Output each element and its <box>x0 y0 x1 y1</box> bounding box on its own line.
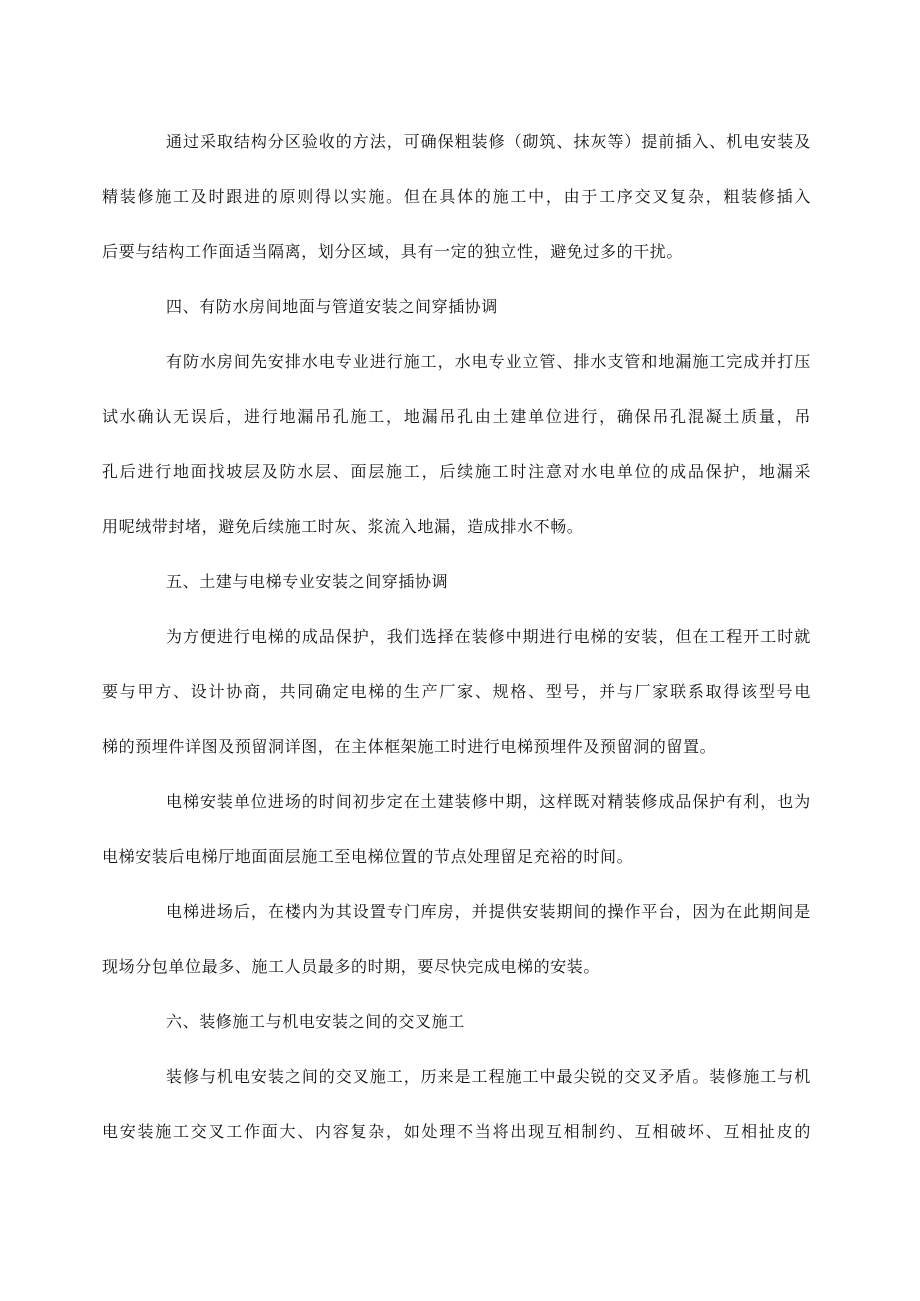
paragraph-3-line-3: 梯的预埋件详图及预留洞详图，在主体框架施工时进行电梯预埋件及预留洞的留置。 <box>102 737 717 756</box>
paragraph-2-line-2: 试水确认无误后，进行地漏吊孔施工，地漏吊孔由土建单位进行，确保吊孔混凝土质量，吊 <box>102 407 813 426</box>
paragraph-2-line-4: 用呢绒带封堵，避免后续施工时灰、浆流入地漏，造成排水不畅。 <box>102 517 584 536</box>
paragraph-1-line-1: 通过采取结构分区验收的方法，可确保粗装修（砌筑、抹灰等）提前插入、机电安装及 <box>166 132 812 151</box>
paragraph-1-line-2: 精装修施工及时跟进的原则得以实施。但在具体的施工中，由于工序交叉复杂，粗装修插入 <box>102 187 813 206</box>
paragraph-5-line-2: 现场分包单位最多、施工人员最多的时期，要尽快完成电梯的安装。 <box>102 957 601 976</box>
paragraph-1-line-3: 后要与结构工作面适当隔离，划分区域，具有一定的独立性，避免过多的干扰。 <box>102 242 684 261</box>
paragraph-4-line-2: 电梯安装后电梯厅地面面层施工至电梯位置的节点处理留足充裕的时间。 <box>102 847 634 866</box>
paragraph-6-line-2: 电安装施工交叉工作面大、内容复杂，如处理不当将出现互相制约、互相破坏、互相扯皮的 <box>102 1122 813 1141</box>
paragraph-4-line-1: 电梯安装单位进场的时间初步定在土建装修中期，这样既对精装修成品保护有利，也为 <box>166 792 812 811</box>
paragraph-3-line-1: 为方便进行电梯的成品保护，我们选择在装修中期进行电梯的安装，但在工程开工时就 <box>166 627 812 646</box>
paragraph-2-line-3: 孔后进行地面找坡层及防水层、面层施工，后续施工时注意对水电单位的成品保护，地漏采 <box>102 462 813 481</box>
paragraph-2-line-1: 有防水房间先安排水电专业进行施工，水电专业立管、排水支管和地漏施工完成并打压 <box>166 352 812 371</box>
paragraph-6-line-1: 装修与机电安装之间的交叉施工，历来是工程施工中最尖锐的交叉矛盾。装修施工与机 <box>166 1067 812 1086</box>
paragraph-3-line-2: 要与甲方、设计协商，共同确定电梯的生产厂家、规格、型号，并与厂家联系取得该型号电 <box>102 682 813 701</box>
paragraph-5-line-1: 电梯进场后，在楼内为其设置专门库房，并提供安装期间的操作平台，因为在此期间是 <box>166 902 812 921</box>
section-heading-5: 五、土建与电梯专业安装之间穿插协调 <box>166 572 449 591</box>
section-heading-4: 四、有防水房间地面与管道安装之间穿插协调 <box>166 297 499 316</box>
section-heading-6: 六、装修施工与机电安装之间的交叉施工 <box>166 1012 465 1031</box>
